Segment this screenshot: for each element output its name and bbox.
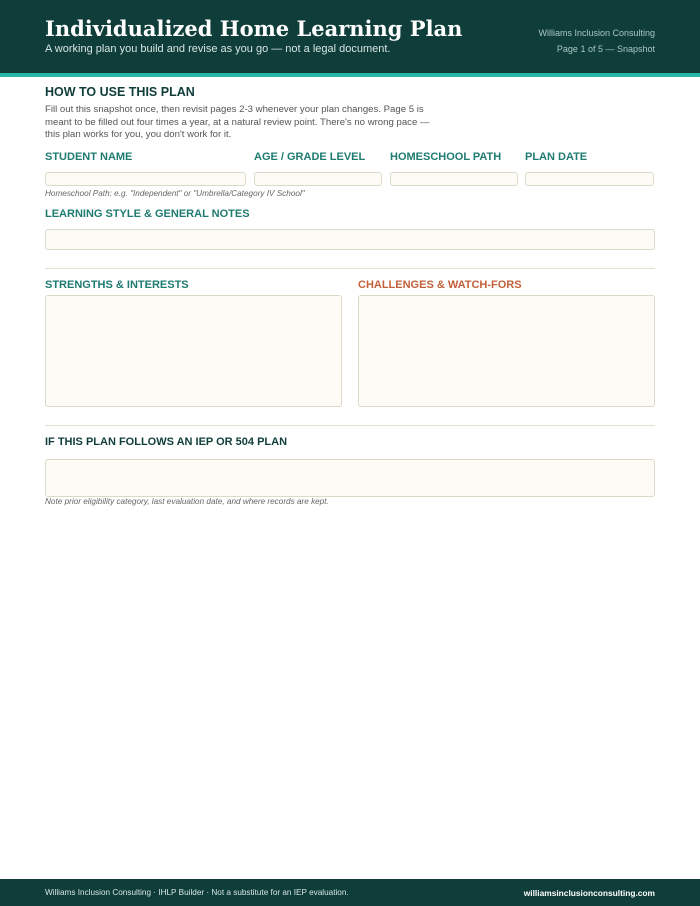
- footer-disclaimer: Williams Inclusion Consulting · IHLP Builder · Not a substitute for an IEP evaluation.: [45, 888, 349, 897]
- how-to-heading: HOW TO USE THIS PLAN: [45, 85, 195, 99]
- page-footer: [0, 879, 700, 906]
- plan-date-label: PLAN DATE: [525, 151, 588, 163]
- document-title: Individualized Home Learning Plan: [45, 16, 463, 41]
- plan-date-field[interactable]: [525, 172, 654, 186]
- iep-heading: IF THIS PLAN FOLLOWS AN IEP OR 504 PLAN: [45, 436, 288, 448]
- section-divider: [45, 268, 655, 269]
- page-indicator: Page 1 of 5 — Snapshot: [556, 44, 655, 54]
- age-grade-field[interactable]: [254, 172, 382, 186]
- iep-notes-field[interactable]: [45, 459, 655, 497]
- age-grade-label: AGE / GRADE LEVEL: [254, 151, 366, 163]
- document-subtitle: A working plan you build and revise as you go — not a legal document.: [45, 43, 391, 55]
- header-accent-stripe: [0, 73, 700, 77]
- challenges-field[interactable]: [358, 295, 655, 407]
- how-to-instructions: Fill out this snapshot once, then revisit pages 2-3 whenever your plan changes. Page 5 is meant to be filled out four times a year, at a natural review point. There's no wrong pace — this plan works for you, you don't work for it.: [45, 104, 430, 141]
- organization-name: Williams Inclusion Consulting: [538, 28, 655, 38]
- student-name-label: STUDENT NAME: [45, 151, 133, 163]
- section-divider: [45, 425, 655, 426]
- learning-style-field[interactable]: [45, 229, 655, 250]
- iep-hint: Note prior eligibility category, last evaluation date, and where records are kept.: [45, 497, 329, 506]
- strengths-field[interactable]: [45, 295, 342, 407]
- homeschool-path-label: HOMESCHOOL PATH: [390, 151, 502, 163]
- homeschool-path-field[interactable]: [390, 172, 518, 186]
- strengths-heading: STRENGTHS & INTERESTS: [45, 279, 189, 291]
- challenges-heading: CHALLENGES & WATCH-FORS: [358, 279, 522, 291]
- homeschool-path-hint: Homeschool Path: e.g. "Independent" or "Umbrella/Category IV School": [45, 189, 305, 198]
- footer-website[interactable]: williamsinclusionconsulting.com: [523, 888, 655, 898]
- student-name-field[interactable]: [45, 172, 246, 186]
- page-header: [0, 0, 700, 73]
- learning-style-heading: LEARNING STYLE & GENERAL NOTES: [45, 208, 250, 220]
